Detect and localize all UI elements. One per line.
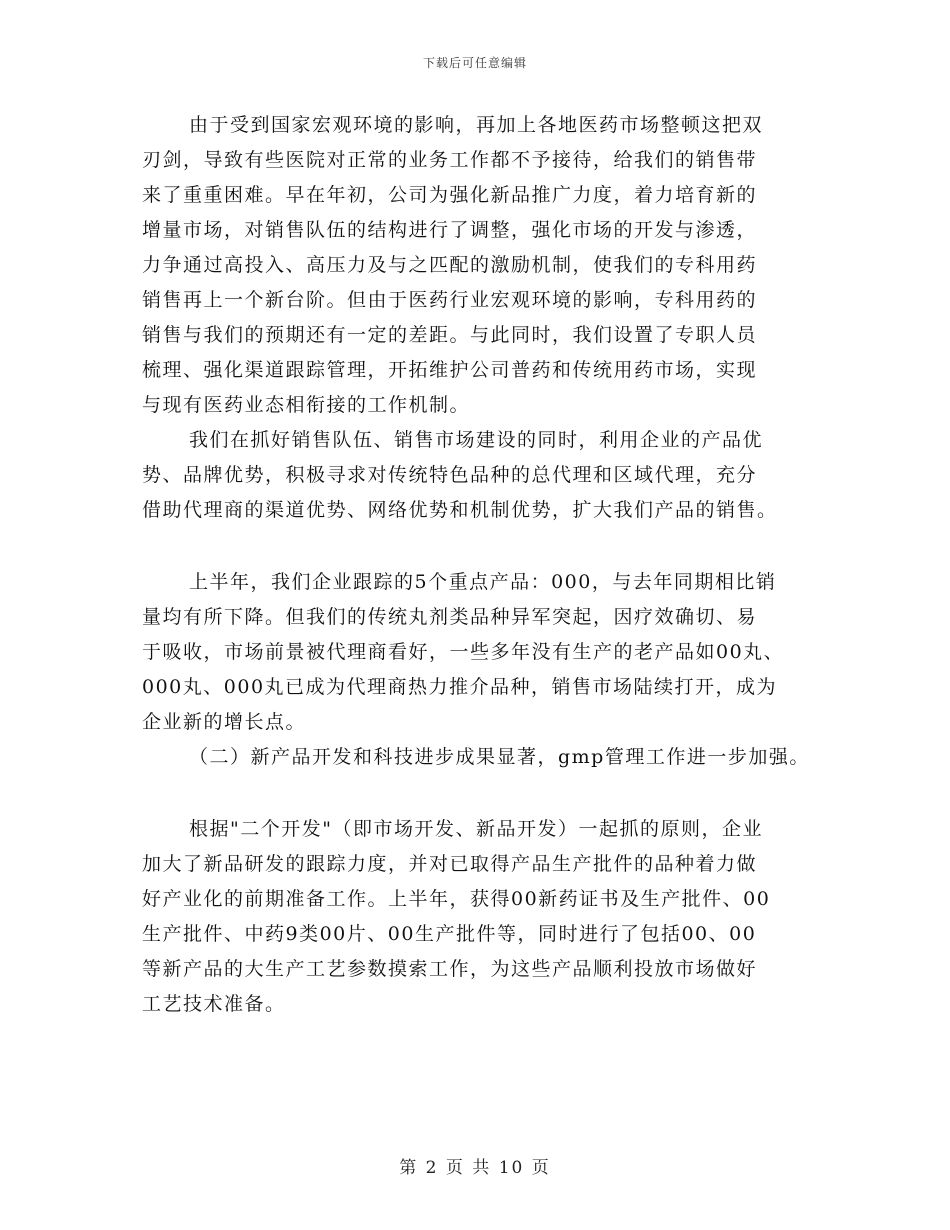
text-line: 上半年，我们企业跟踪的5个重点产品：000，与去年同期相比销 [189,571,777,593]
page-header: 下载后可任意编辑 [422,56,527,70]
paragraph [142,812,842,1022]
text-line: 根据"二个开发"（即市场开发、新品开发）一起抓的原则，企业 [189,818,763,840]
text-line: 我们在抓好销售队伍、销售市场建设的同时，利用企业的产品优 [189,429,764,451]
text-line: 等新产品的大生产工艺参数摸索工作，为这些产品顺利投放市场做好 [142,958,758,980]
text-line: 销售与我们的预期还有一定的差距。与此同时，我们设置了专职人员 [142,324,758,346]
paragraph [142,423,842,528]
text-line: 于吸收，市场前景被代理商看好，一些多年没有生产的老产品如00丸、 [142,641,785,663]
text-line: 工艺技术准备。 [142,993,286,1015]
document-body [142,108,842,1022]
page-number-footer: 第 2 页 共 10 页 [399,1158,551,1178]
text-line: 来了重重困难。早在年初，公司为强化新品推广力度，着力培育新的 [142,184,758,206]
text-line: 势、品牌优势，积极寻求对传统特色品种的总代理和区域代理，充分 [142,464,758,486]
text-line: 加大了新品研发的跟踪力度，并对已取得产品生产批件的品种着力做 [142,853,758,875]
text-line: 000丸、000丸已成为代理商热力推介品种，销售市场陆续打开，成为 [142,676,778,698]
text-line: 借助代理商的渠道优势、网络优势和机制优势，扩大我们产品的销售。 [142,499,778,521]
text-line: 量均有所下降。但我们的传统丸剂类品种异军突起，因疗效确切、易 [142,606,758,628]
text-line: 销售再上一个新台阶。但由于医药行业宏观环境的影响，专科用药的 [142,289,758,311]
text-line: 力争通过高投入、高压力及与之匹配的激励机制，使我们的专科用药 [142,254,758,276]
paragraph-gap [142,775,842,812]
paragraph [142,565,842,740]
text-line: 由于受到国家宏观环境的影响，再加上各地医药市场整顿这把双 [189,114,764,136]
text-line: 梳理、强化渠道跟踪管理，开拓维护公司普药和传统用药市场，实现 [142,359,758,381]
section-heading [142,740,842,775]
text-line: 与现有医药业态相衔接的工作机制。 [142,394,471,416]
text-line: 企业新的增长点。 [142,711,307,733]
text-line: 生产批件、中药9类00片、00生产批件等，同时进行了包括00、00 [142,923,757,945]
text-line: 好产业化的前期准备工作。上半年，获得00新药证书及生产批件、00 [142,888,771,910]
text-line: 增量市场，对销售队伍的结构进行了调整，强化市场的开发与渗透， [142,219,758,241]
text-line: （二）新产品开发和科技进步成果显著，gmp管理工作进一步加强。 [189,746,810,768]
paragraph-gap [142,528,842,565]
text-line: 刃剑，导致有些医院对正常的业务工作都不予接待，给我们的销售带 [142,149,758,171]
paragraph [142,108,842,423]
